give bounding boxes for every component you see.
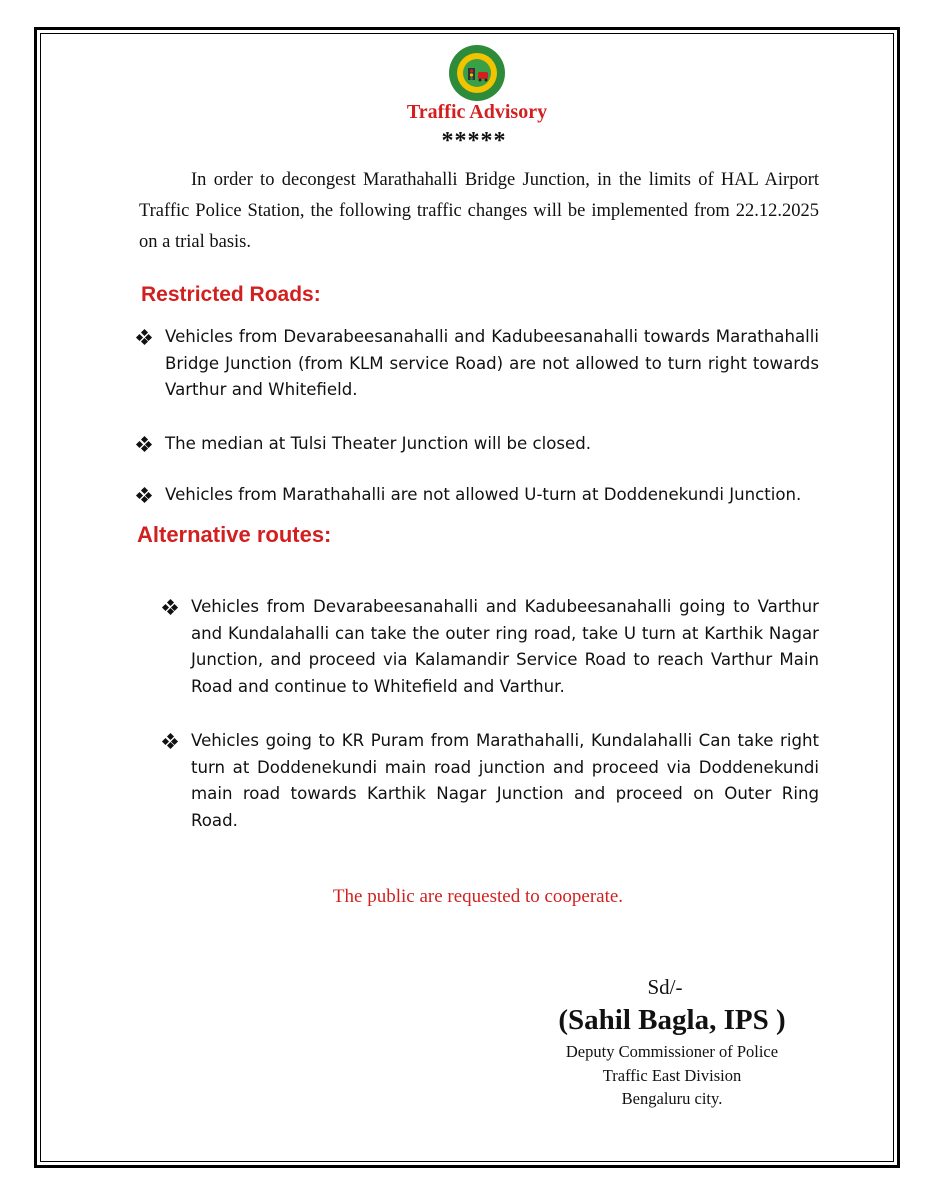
restricted-roads-heading: Restricted Roads: (141, 283, 321, 306)
intro-paragraph (139, 165, 819, 258)
intro-text: In order to decongest Marathahalli Bridge Junction, in the limits of HAL Airport Traffic Police Station, the following traffic changes will be implemented from 22.12.2025 on a trial basis. (139, 170, 819, 252)
designation-line: Traffic East Division (602, 1065, 742, 1085)
restricted-item-text: Vehicles from Devarabeesanahalli and Kadubeesanahalli towards Marathahalli Bridge Junction (from KLM service Road) are not allowed to turn right towards Varthur and Whitefield. (165, 327, 819, 399)
designation-line: Bengaluru city. (621, 1089, 723, 1108)
title-separator: ***** (441, 128, 507, 154)
alternative-routes-heading: Alternative routes: (137, 522, 332, 547)
restricted-item (137, 324, 819, 404)
four-diamond-bullet-icon (137, 488, 151, 502)
restricted-item-text: The median at Tulsi Theater Junction will be closed. (165, 434, 592, 453)
restricted-item-text: Vehicles from Marathahalli are not allowed U-turn at Doddenekundi Junction. (165, 485, 802, 504)
designation-line: Deputy Commissioner of Police (565, 1042, 779, 1061)
four-diamond-bullet-icon (137, 330, 151, 344)
advisory-title: Traffic Advisory (406, 101, 548, 123)
alternative-item (163, 728, 819, 834)
closing-note: The public are requested to cooperate. (332, 886, 624, 907)
four-diamond-bullet-icon (163, 600, 177, 614)
alternative-item-text: Vehicles going to KR Puram from Marathahalli, Kundalahalli Can take right turn at Doddenekundi main road junction and proceed via Doddenekundi main road towards Karthik Nagar Junction and proceed on Outer Ring Road. (191, 731, 819, 830)
signature-sd: Sd/- (647, 975, 683, 999)
restricted-item (137, 431, 819, 458)
restricted-item (137, 482, 819, 509)
alternative-item-text: Vehicles from Devarabeesanahalli and Kadubeesanahalli going to Varthur and Kundalahalli can take the outer ring road, take U turn at Karthik Nagar Junction, and proceed via Kalamandir Service Road to reach Varthur Main Road and continue to Whitefield and Varthur. (191, 597, 819, 696)
traffic-police-logo (448, 44, 506, 102)
signatory-name: (Sahil Bagla, IPS ) (558, 1004, 786, 1036)
alternative-item (163, 594, 819, 700)
signatory-designation (502, 1040, 842, 1111)
four-diamond-bullet-icon (163, 734, 177, 748)
four-diamond-bullet-icon (137, 437, 151, 451)
